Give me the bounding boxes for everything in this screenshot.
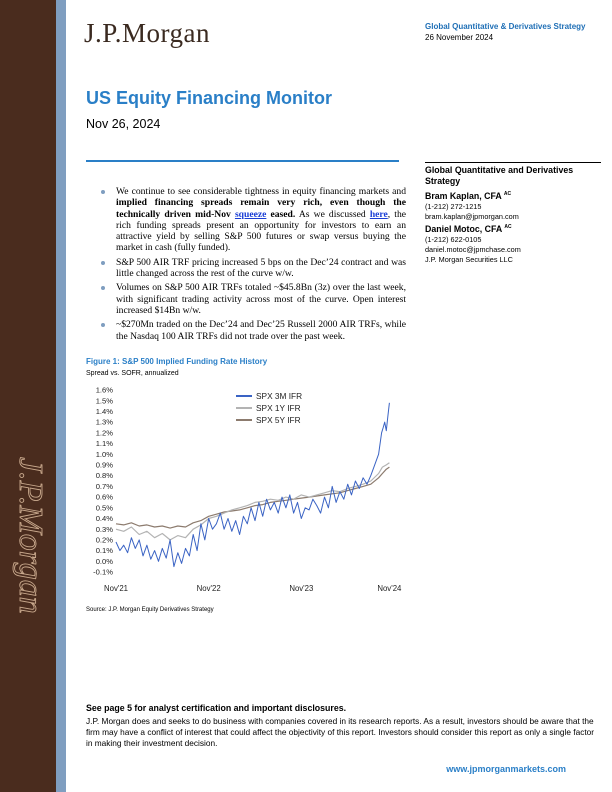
bullet-bold-text: eased.: [266, 208, 296, 220]
disclosure-section: [86, 703, 601, 749]
bullet-dot-icon: [101, 286, 105, 290]
legend-label: SPX 5Y IFR: [256, 415, 301, 425]
y-tick-label: 1.2%: [95, 428, 113, 438]
squeeze-link[interactable]: squeeze: [234, 208, 267, 220]
series-layer: [116, 403, 389, 567]
analyst-name: Bram Kaplan, CFA $^{AC}$: [425, 190, 512, 201]
panel-heading: Global Quantitative and Derivatives Strategy: [425, 165, 574, 186]
y-axis: [93, 386, 113, 577]
figure-source: Source: J.P. Morgan Equity Derivatives Strategy: [86, 607, 214, 613]
footer-url-link[interactable]: www.jpmorganmarkets.com: [446, 764, 566, 774]
header-date: 26 November 2024: [425, 33, 494, 42]
bullet-item: [86, 257, 406, 280]
series-line-spx-5y-ifr: [116, 467, 389, 528]
y-tick-label: 0.5%: [95, 503, 113, 513]
x-tick-label: Nov'22: [196, 584, 221, 593]
analyst-name: Daniel Motoc, CFA $^{AC}$: [425, 223, 512, 234]
report-date: Nov 26, 2024: [86, 117, 161, 131]
x-tick-label: Nov'21: [103, 584, 129, 593]
x-axis: [104, 584, 402, 593]
y-tick-label: 0.3%: [95, 524, 113, 534]
sidebar-watermark-text: J.P.Morgan: [12, 457, 49, 614]
analyst-card: [425, 222, 601, 255]
summary-bullets: [86, 186, 406, 345]
analyst-email[interactable]: bram.kaplan@jpmorgan.com: [425, 211, 519, 221]
bullet-text: Volumes on S&P 500 AIR TRFs totaled ~$45.8Bn (3z) over the last week, with significant trading activity across most of the curve. Open interest increased $14Bn w/w.: [116, 282, 406, 316]
analyst-panel: [425, 162, 601, 265]
bullet-item: [86, 282, 406, 316]
title-divider: [86, 160, 399, 162]
bullet-text: , the rich funding spreads present an opportunity for investors to earn an attractive yield by selling S&P 500 futures or swap versus buying the market in cash (fully funded).: [116, 208, 406, 254]
bullet-text: ~$270Mn traded on the Dec’24 and Dec’25 Russell 2000 AIR TRFs, while the Nasdaq 100 AIR TRFs did not trade over the past week.: [116, 319, 406, 342]
x-tick-label: Nov'23: [289, 584, 314, 593]
sidebar-watermark-logo: [6, 455, 50, 675]
disclosure-body: J.P. Morgan does and seeks to do business with companies covered in its research reports. As a result, investors should be aware that the firm may have a conflict of interest that could affect the objectivity of this report. Investors should consider this report as only a single factor in making their investment decision.: [86, 716, 595, 748]
y-tick-label: 1.4%: [95, 407, 113, 417]
y-tick-label: 1.3%: [95, 417, 113, 427]
legend-label: SPX 3M IFR: [256, 391, 303, 401]
bullet-text: We continue to see considerable tightness in equity financing markets and: [116, 186, 406, 197]
report-title: US Equity Financing Monitor: [86, 88, 332, 108]
y-tick-label: 0.1%: [95, 546, 113, 556]
chart-legend: [236, 391, 302, 425]
company-logo[interactable]: J.P.Morgan: [84, 18, 211, 48]
bullet-bold-text: implied financing spreads remain very rich, even though the technically driven mid-Nov: [116, 197, 406, 220]
analyst-card: [425, 189, 601, 222]
legend-label: SPX 1Y IFR: [256, 403, 301, 413]
sidebar-stripe: [56, 0, 66, 792]
bullet-item: [86, 186, 406, 254]
y-tick-label: 0.0%: [95, 556, 113, 566]
analyst-email[interactable]: daniel.motoc@jpmchase.com: [425, 244, 521, 254]
funding-rate-chart: [86, 380, 406, 598]
disclosure-heading[interactable]: See page 5 for analyst certification and important disclosures.: [86, 703, 347, 713]
analyst-cert-badge: AC: [503, 191, 512, 197]
bullet-item: [86, 319, 406, 342]
y-tick-label: -0.1%: [93, 567, 113, 577]
y-tick-label: 0.8%: [95, 471, 113, 481]
y-tick-label: 0.2%: [95, 535, 113, 545]
series-line-spx-3m-ifr: [116, 403, 389, 567]
department-name: Global Quantitative & Derivatives Strategy: [425, 22, 586, 31]
bullet-dot-icon: [101, 323, 105, 327]
analyst-cert-badge: AC: [504, 223, 512, 230]
bullet-dot-icon: [101, 190, 105, 194]
figure-subtitle: Spread vs. SOFR, annualized: [86, 370, 179, 377]
y-tick-label: 0.4%: [95, 514, 113, 524]
here-link[interactable]: here: [369, 208, 388, 220]
y-tick-label: 0.7%: [95, 481, 113, 491]
bullet-dot-icon: [101, 261, 105, 265]
header-info: [425, 22, 595, 43]
y-tick-label: 1.6%: [95, 385, 113, 395]
bullet-text: S&P 500 AIR TRF pricing increased 5 bps on the Dec’24 contract and was little changed across the rest of the curve w/w.: [116, 256, 406, 280]
figure-title: Figure 1: S&P 500 Implied Funding Rate History: [86, 357, 268, 366]
y-tick-label: 1.5%: [95, 396, 113, 406]
bullet-text: As we discussed: [295, 208, 370, 220]
y-tick-label: 0.6%: [95, 492, 113, 502]
series-line-spx-1y-ifr: [116, 463, 389, 540]
y-tick-label: 1.0%: [95, 449, 113, 459]
x-tick-label: Nov'24: [377, 584, 402, 593]
y-tick-label: 1.1%: [95, 439, 113, 449]
panel-divider: [425, 162, 601, 163]
y-tick-label: 0.9%: [95, 460, 113, 470]
firm-name: J.P. Morgan Securities LLC: [425, 254, 513, 264]
analyst-phone: (1-212) 622-0105: [425, 234, 482, 244]
analyst-phone: (1-212) 272-1215: [425, 201, 482, 211]
